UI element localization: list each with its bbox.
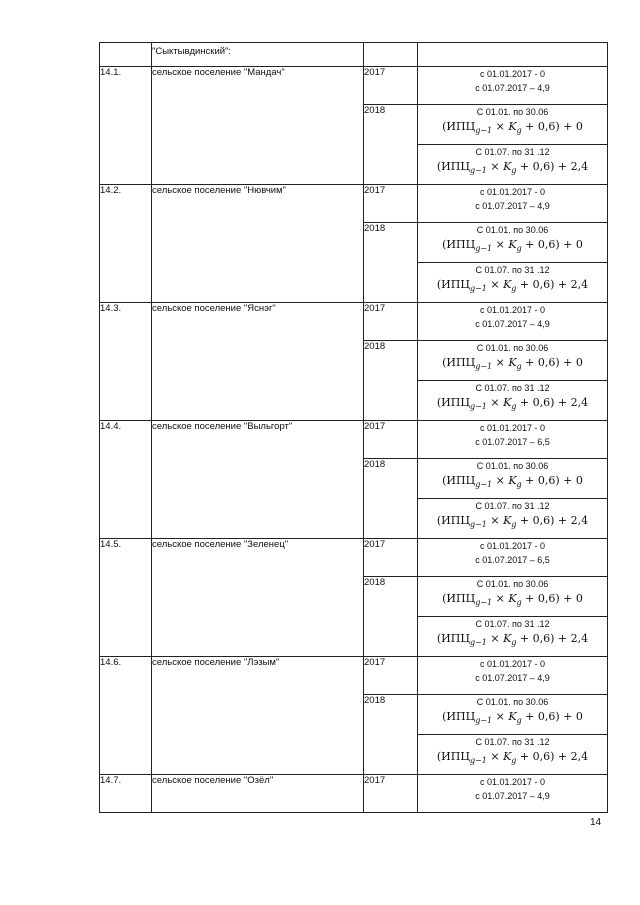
value-cell	[418, 499, 608, 539]
row-number: 14.7.	[100, 775, 152, 813]
value-cell	[418, 67, 608, 105]
year-cell: 2017	[364, 185, 418, 223]
formula	[418, 631, 607, 651]
period-label: С 01.01. по 30.06	[476, 579, 549, 589]
formula	[418, 709, 607, 729]
formula-term: (ИПЦ	[436, 750, 470, 763]
formula	[418, 355, 607, 375]
formula-operator: ×	[486, 750, 504, 763]
formula-term: (ИПЦ	[436, 160, 470, 173]
value-cell	[418, 145, 608, 185]
formula-term: + 0,6) + 2,4	[516, 278, 589, 291]
formula-operator: ×	[492, 710, 509, 723]
formula-subscript: g	[516, 480, 522, 490]
value-line: с 01.01.2017 - 0	[479, 541, 546, 551]
settlement-name: сельское поселение "Озёл"	[152, 775, 364, 813]
formula-operator: ×	[492, 120, 509, 133]
formula-term: + 0,6) + 2,4	[516, 632, 589, 645]
formula-term: + 0,6) + 0	[521, 474, 583, 487]
table-row	[100, 303, 608, 341]
value-cell	[418, 459, 608, 499]
formula-operator: ×	[486, 160, 504, 173]
year-cell: 2018	[364, 695, 418, 775]
formula-term: (ИПЦ	[436, 514, 470, 527]
formula-operator: ×	[492, 592, 509, 605]
table-row	[100, 67, 608, 105]
formula-subscript: g−1	[469, 284, 487, 294]
formula-subscript: g	[511, 756, 517, 766]
formula-term: + 0,6) + 0	[521, 238, 583, 251]
period-label: С 01.01. по 30.06	[476, 697, 549, 707]
period-label: С 01.07. по 31 .12	[475, 383, 550, 393]
year-cell: 2018	[364, 105, 418, 185]
formula-term: (ИПЦ	[436, 396, 470, 409]
value-cell	[418, 43, 608, 67]
settlement-name: сельское поселение "Нювчим"	[152, 185, 364, 303]
value-cell	[418, 775, 608, 813]
value-cell	[418, 421, 608, 459]
formula-subscript: g−1	[469, 402, 487, 412]
formula-subscript: g−1	[469, 638, 487, 648]
formula-subscript: g−1	[469, 166, 487, 176]
value-line: с 01.01.2017 - 0	[479, 187, 546, 197]
value-line: с 01.01.2017 - 0	[479, 423, 546, 433]
year-cell: 2018	[364, 341, 418, 421]
formula-operator: ×	[486, 278, 504, 291]
value-line: с 01.07.2017 – 4,9	[475, 83, 550, 93]
value-cell	[418, 303, 608, 341]
row-number: 14.1.	[100, 67, 152, 185]
formula-coefficient: K	[508, 120, 517, 133]
formula-term: + 0,6) + 0	[521, 592, 583, 605]
value-cell	[418, 105, 608, 145]
formula-subscript: g−1	[475, 480, 493, 490]
year-cell: 2017	[364, 67, 418, 105]
value-line: с 01.07.2017 – 6,5	[475, 437, 550, 447]
formula-operator: ×	[492, 356, 509, 369]
value-cell	[418, 657, 608, 695]
value-cell	[418, 617, 608, 657]
formula-subscript: g	[511, 638, 517, 648]
formula-subscript: g	[516, 362, 522, 372]
value-line: с 01.07.2017 – 4,9	[475, 673, 550, 683]
period-label: С 01.01. по 30.06	[476, 107, 549, 117]
page-number: 14	[590, 817, 602, 828]
formula	[418, 513, 607, 533]
formula-subscript: g−1	[469, 520, 487, 530]
formula-subscript: g−1	[469, 756, 487, 766]
formula-subscript: g	[516, 716, 522, 726]
formula-subscript: g−1	[475, 716, 493, 726]
row-number: 14.2.	[100, 185, 152, 303]
year-cell: 2018	[364, 577, 418, 657]
value-line: с 01.07.2017 – 4,9	[475, 201, 550, 211]
formula-coefficient: K	[503, 396, 512, 409]
formula	[418, 277, 607, 297]
formula-operator: ×	[486, 396, 504, 409]
settlement-name: сельское поселение "Выльгорт"	[152, 421, 364, 539]
value-cell	[418, 341, 608, 381]
value-line: с 01.01.2017 - 0	[479, 659, 546, 669]
formula-coefficient: K	[508, 238, 517, 251]
table-row	[100, 185, 608, 223]
year-cell: 2017	[364, 539, 418, 577]
row-number: 14.5.	[100, 539, 152, 657]
period-label: С 01.01. по 30.06	[476, 343, 549, 353]
formula	[418, 749, 607, 769]
table-row	[100, 775, 608, 813]
formula-subscript: g−1	[475, 126, 493, 136]
formula-term: + 0,6) + 0	[521, 356, 583, 369]
table-row	[100, 539, 608, 577]
formula-term: + 0,6) + 2,4	[516, 396, 589, 409]
table-row	[100, 43, 608, 67]
period-label: С 01.07. по 31 .12	[475, 737, 550, 747]
settlement-name: сельское поселение "Лэзым"	[152, 657, 364, 775]
value-line: с 01.07.2017 – 6,5	[475, 555, 550, 565]
formula-term: (ИПЦ	[436, 278, 470, 291]
formula-term: + 0,6) + 2,4	[516, 160, 589, 173]
value-cell	[418, 185, 608, 223]
formula-term: (ИПЦ	[442, 120, 476, 133]
formula-coefficient: K	[503, 514, 512, 527]
value-cell	[418, 695, 608, 735]
table-row	[100, 421, 608, 459]
formula	[418, 591, 607, 611]
settlement-name: сельское поселение "Зеленец"	[152, 539, 364, 657]
formula-term: + 0,6) + 0	[521, 120, 583, 133]
period-label: С 01.07. по 31 .12	[475, 147, 550, 157]
value-cell	[418, 539, 608, 577]
district-cell: "Сыктывдинский":	[152, 43, 364, 67]
period-label: С 01.01. по 30.06	[476, 225, 549, 235]
value-cell	[418, 735, 608, 775]
formula	[418, 395, 607, 415]
formula-subscript: g	[511, 284, 517, 294]
value-line: с 01.01.2017 - 0	[479, 777, 546, 787]
value-line: с 01.07.2017 – 4,9	[475, 319, 550, 329]
formula-coefficient: K	[503, 160, 512, 173]
formula-coefficient: K	[503, 632, 512, 645]
formula-coefficient: K	[508, 592, 517, 605]
value-line: с 01.01.2017 - 0	[479, 69, 546, 79]
formula-subscript: g	[516, 126, 522, 136]
value-line: с 01.07.2017 – 4,9	[475, 791, 550, 801]
formula-term: (ИПЦ	[442, 710, 476, 723]
period-label: С 01.07. по 31 .12	[475, 265, 550, 275]
row-number: 14.4.	[100, 421, 152, 539]
year-cell: 2018	[364, 223, 418, 303]
row-number: 14.3.	[100, 303, 152, 421]
year-cell: 2017	[364, 421, 418, 459]
formula-subscript: g−1	[475, 362, 493, 372]
formula-subscript: g	[511, 520, 517, 530]
year-cell: 2017	[364, 303, 418, 341]
formula-coefficient: K	[508, 710, 517, 723]
value-cell	[418, 381, 608, 421]
formula-subscript: g	[516, 244, 522, 254]
year-cell: 2017	[364, 775, 418, 813]
formula-coefficient: K	[503, 750, 512, 763]
formula-term: (ИПЦ	[442, 592, 476, 605]
value-line: с 01.01.2017 - 0	[479, 305, 546, 315]
formula	[418, 237, 607, 257]
formula	[418, 159, 607, 179]
year-cell	[364, 43, 418, 67]
year-cell: 2017	[364, 657, 418, 695]
settlement-name: сельское поселение "Яснэг"	[152, 303, 364, 421]
value-cell	[418, 263, 608, 303]
formula-subscript: g−1	[475, 244, 493, 254]
formula-coefficient: K	[508, 356, 517, 369]
value-cell	[418, 577, 608, 617]
formula-operator: ×	[486, 632, 504, 645]
period-label: С 01.01. по 30.06	[476, 461, 549, 471]
table-row	[100, 657, 608, 695]
formula-subscript: g	[511, 402, 517, 412]
formula-subscript: g	[511, 166, 517, 176]
formula-term: + 0,6) + 2,4	[516, 514, 589, 527]
formula-coefficient: K	[508, 474, 517, 487]
number-cell	[100, 43, 152, 67]
formula-term: (ИПЦ	[442, 356, 476, 369]
formula-term: (ИПЦ	[436, 632, 470, 645]
formula-term: (ИПЦ	[442, 474, 476, 487]
formula-operator: ×	[492, 474, 509, 487]
formula	[418, 119, 607, 139]
formula	[418, 473, 607, 493]
formula-coefficient: K	[503, 278, 512, 291]
period-label: С 01.07. по 31 .12	[475, 501, 550, 511]
settlement-name: сельское поселение "Мандач"	[152, 67, 364, 185]
row-number: 14.6.	[100, 657, 152, 775]
formula-term: + 0,6) + 0	[521, 710, 583, 723]
formula-subscript: g−1	[475, 598, 493, 608]
formula-operator: ×	[492, 238, 509, 251]
period-label: С 01.07. по 31 .12	[475, 619, 550, 629]
year-cell: 2018	[364, 459, 418, 539]
formula-term: + 0,6) + 2,4	[516, 750, 589, 763]
formula-subscript: g	[516, 598, 522, 608]
formula-operator: ×	[486, 514, 504, 527]
formula-term: (ИПЦ	[442, 238, 476, 251]
value-cell	[418, 223, 608, 263]
tariff-table	[99, 42, 608, 813]
